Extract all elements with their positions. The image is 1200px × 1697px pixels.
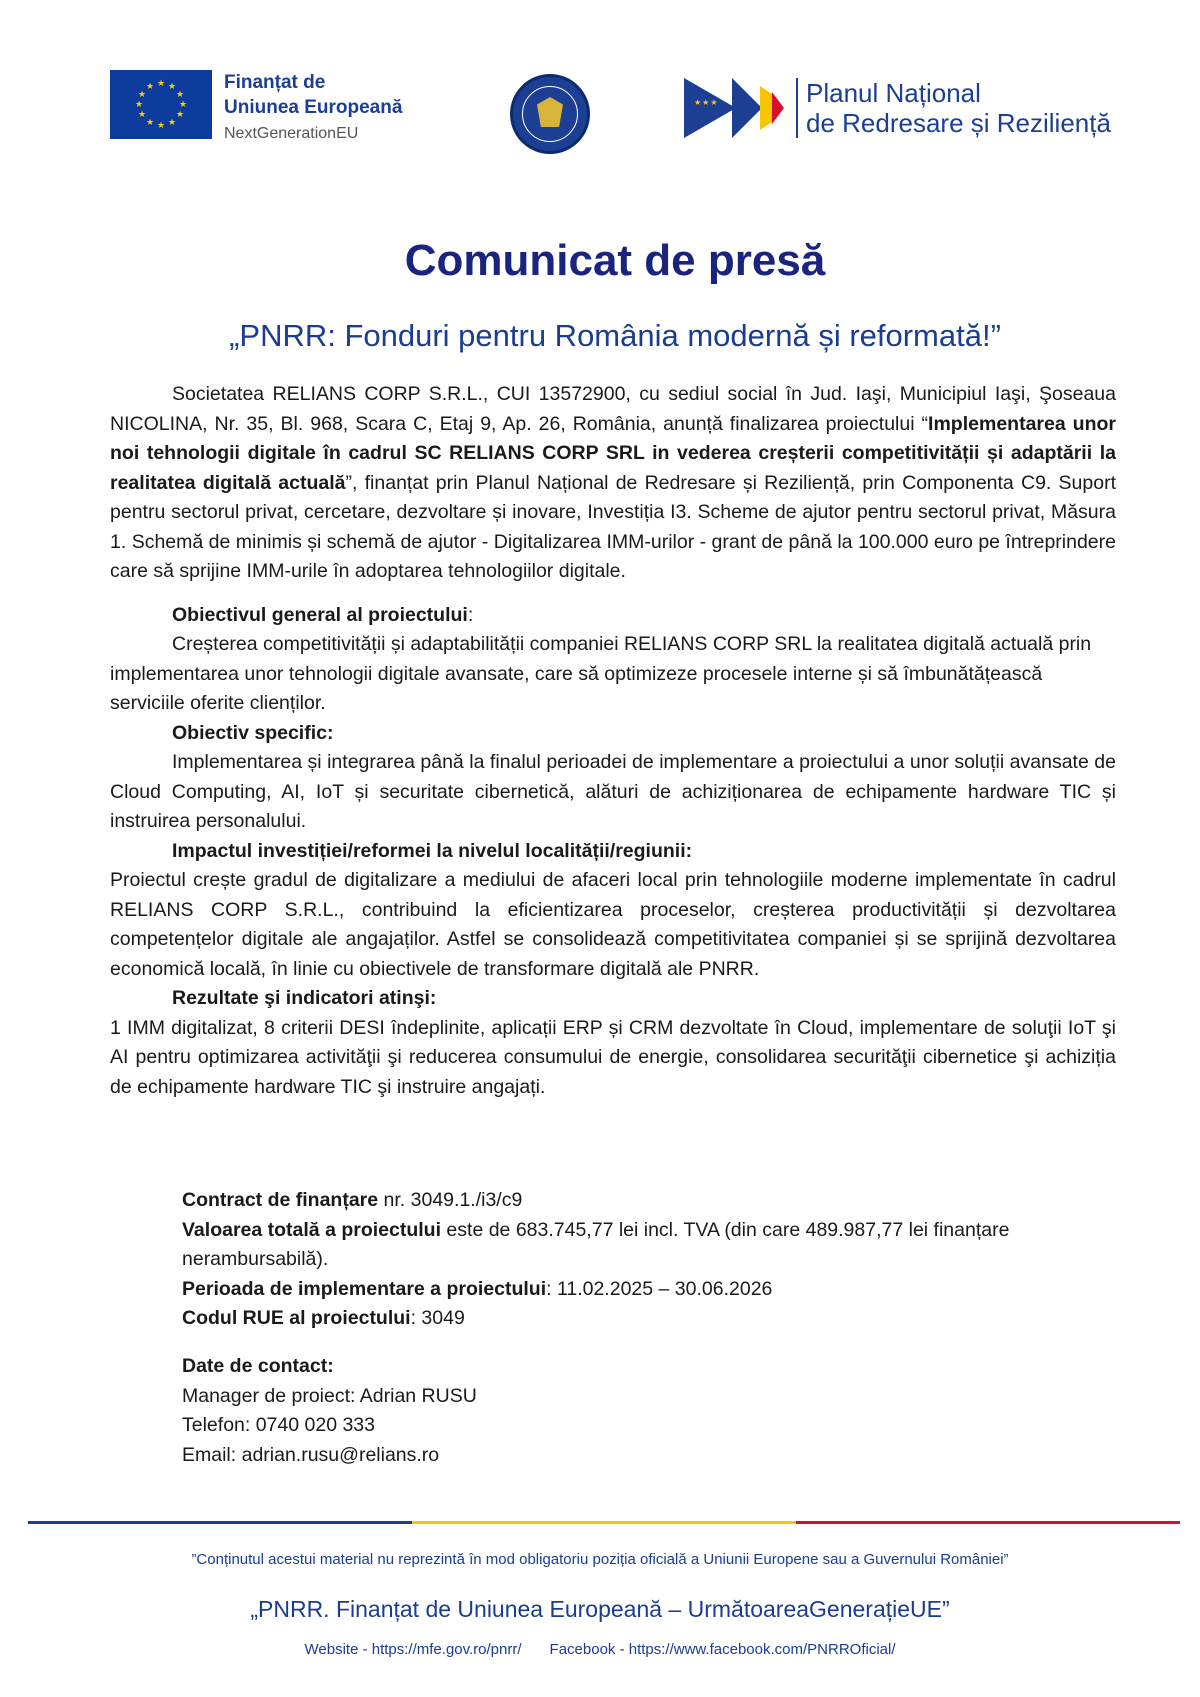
eu-funding-logo — [110, 70, 402, 146]
romanian-government-seal-icon — [510, 74, 590, 154]
intro-paragraph — [110, 380, 1116, 587]
eu-flag-icon: ★ ★ ★ ★ ★ ★ ★ ★ ★ ★ ★ ★ — [110, 70, 212, 139]
eu-logo-line3: NextGenerationEU — [224, 125, 359, 142]
project-details — [182, 1186, 1122, 1334]
intro-text-1: Societatea RELIANS CORP S.R.L., CUI 13572900, cu sediul social în Jud. Iaşi, Municipiul Iaşi, Şoseaua NICOLINA, Nr. 35, Bl. 968, Scara C, Etaj 9, Ap. 26, România, anunță finalizarea proiectului “ — [110, 383, 1116, 435]
page-title: Comunicat de presă — [404, 236, 826, 285]
pnrr-logo-line1: Planul Național — [806, 78, 981, 108]
total-value-line: Valoarea totală a proiectului este de 683.745,77 lei incl. TVA (din care 489.987,77 lei finanțare nerambursabilă). — [182, 1218, 1010, 1270]
eu-logo-line2: Uniunea Europeană — [224, 97, 403, 118]
disclaimer-text: ”Conținutul acestui material nu reprezintă în mod obligatoriu poziția oficială a Uniunii Europene sau a Guvernului României” — [191, 1551, 1009, 1568]
contact-email[interactable]: Email: adrian.rusu@relians.ro — [182, 1443, 440, 1466]
pnrr-logo-line2: de Redresare și Reziliență — [806, 108, 1111, 138]
pnrr-logo — [684, 78, 1111, 138]
contact-heading: Date de contact: — [182, 1355, 334, 1377]
contact-manager: Manager de proiect: Adrian RUSU — [182, 1384, 477, 1407]
website-link[interactable]: Website - https://mfe.gov.ro/pnrr/ — [304, 1641, 522, 1658]
impact-heading: Impactul investiției/reformei la nivelul localității/regiunii: — [172, 839, 693, 862]
page-subtitle: „PNRR: Fonduri pentru România modernă și reformată!” — [229, 318, 1001, 353]
implementation-period-line: Perioada de implementare a proiectului: 11.02.2025 – 30.06.2026 — [182, 1277, 773, 1300]
tricolor-divider — [28, 1521, 1180, 1524]
eu-logo-line1: Finanțat de — [224, 72, 326, 93]
rue-code-line: Codul RUE al proiectului: 3049 — [182, 1307, 465, 1329]
footer-slogan: „PNRR. Finanțat de Uniunea Europeană – UrmătoareaGenerațieUE” — [250, 1596, 950, 1622]
results-heading: Rezultate şi indicatori atinşi: — [172, 987, 437, 1009]
facebook-link[interactable]: Facebook - https://www.facebook.com/PNRROficial/ — [549, 1641, 896, 1658]
footer-links — [0, 1641, 1200, 1658]
general-objective-text: Creșterea competitivității și adaptabilității companiei RELIANS CORP SRL la realitatea digitală actuală prin implementarea unor tehnologii digitale avansate, care să optimizeze procesele interne și să îmbunătățească serviciile oferite clienților. — [110, 633, 1092, 714]
impact-text: Proiectul crește gradul de digitalizare a mediului de afaceri local prin tehnologiile moderne implementate în cadrul RELIANS CORP S.R.L., contribuind la eficientizarea proceselor, creșterea productivității și dezvoltarea competențelor digitale ale angajaților. Astfel se consolidează competitivitatea companiei și se sprijină dezvoltarea economică locală, în linie cu obiectivele de transformare digitală ale PNRR. — [110, 869, 1116, 980]
pnrr-arrow-icon: ★★★ — [684, 78, 792, 138]
project-title: Implementarea unor noi tehnologii digitale în cadrul SC RELIANS CORP SRL in vederea creșterii competitivității și adaptării la realitatea digitală actuală — [110, 412, 1117, 494]
general-objective-heading: Obiectivul general al proiectului: — [172, 603, 474, 626]
contract-line: Contract de finanțare nr. 3049.1./i3/c9 — [182, 1189, 523, 1211]
contact-block — [182, 1352, 782, 1470]
specific-objective-heading: Obiectiv specific: — [172, 721, 334, 744]
logo-header — [0, 64, 1200, 174]
press-release-body — [110, 380, 1116, 1102]
specific-objective-text: Implementarea și integrarea până la finalul perioadei de implementare a proiectului a unor soluții avansate de Cloud Computing, AI, IoT și securitate cibernetică, alături de achiziționarea de echipamente hardware TIC și instruirea personalului. — [110, 751, 1116, 832]
intro-text-2: ”, finanțat prin Planul Național de Redresare și Reziliență, prin Componenta C9. Suport pentru sectorul privat, cercetare, dezvoltare și inovare, Investiția I3. Scheme de ajutor pentru sectorul privat, Măsura 1. Schemă de minimis și schemă de ajutor - Digitalizarea IMM-urilor - grant de până la 100.000 euro pe întreprindere care să sprijine IMM-urile în adoptarea tehnologiilor digitale. — [110, 471, 1116, 582]
results-text: 1 IMM digitalizat, 8 criterii DESI îndeplinite, aplicații ERP și CRM dezvoltate în Cloud, implementare de soluţii IoT şi AI pentru optimizarea activităţii şi reducerea consumului de energie, consolidarea securităţii cibernetice şi achiziția de echipamente hardware TIC şi instruire angajați. — [110, 1016, 1116, 1098]
contact-phone: Telefon: 0740 020 333 — [182, 1414, 376, 1436]
